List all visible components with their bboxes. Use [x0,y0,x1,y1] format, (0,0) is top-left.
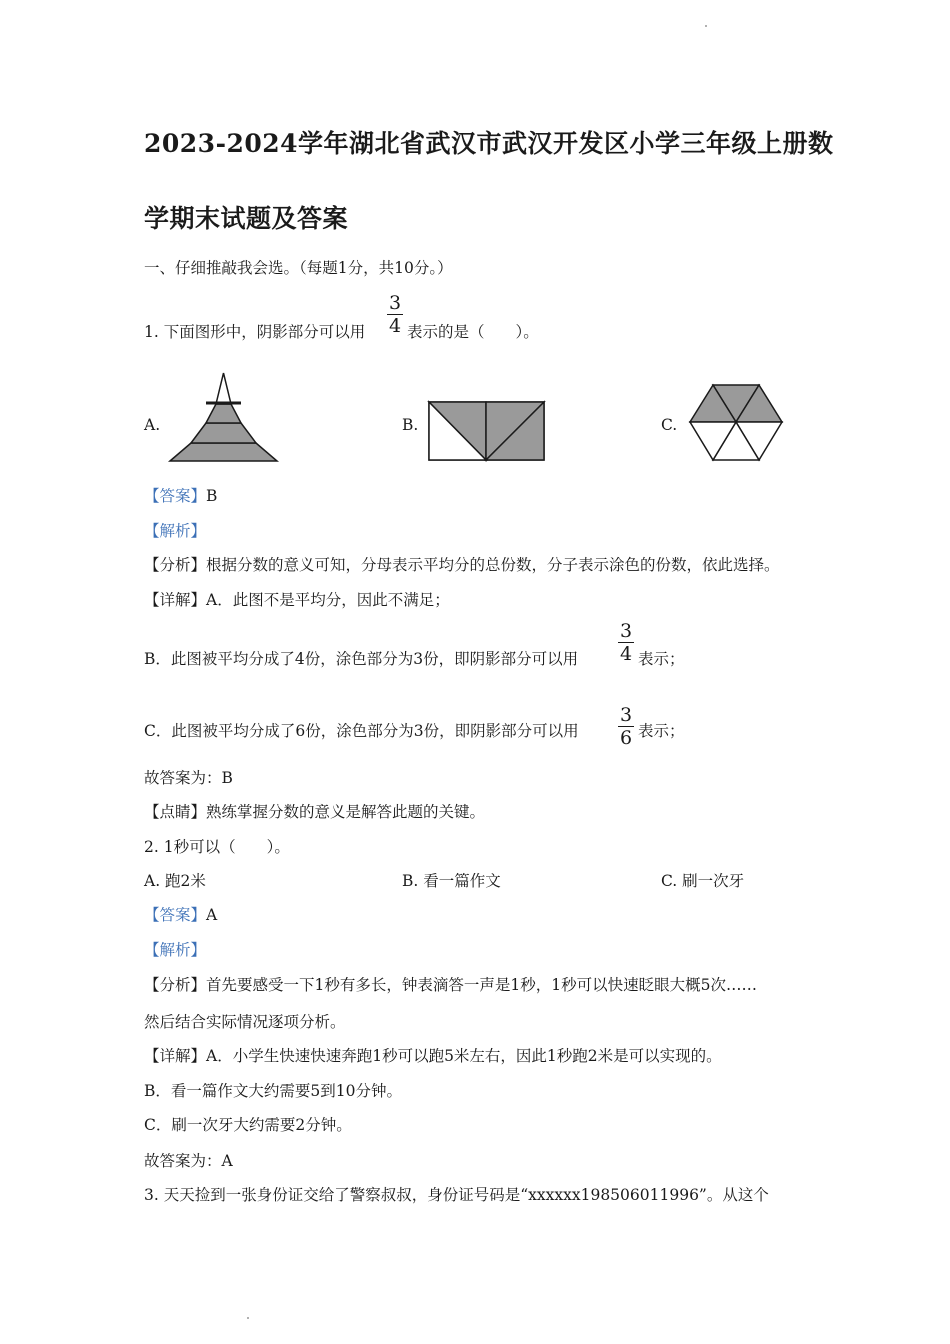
q1-xiangjie [144,590,450,610]
q1-stem-fraction [387,293,403,336]
q1-line-c-part2: 表示； [638,722,685,740]
fenxi-text: 根据分数的意义可知，分母表示平均分的总份数，分子表示涂色的份数，依此选择。 [206,556,780,574]
dianjing-text: 熟练掌握分数的意义是解答此题的关键。 [206,803,486,821]
q1-analysis-tag: 【解析】 [144,522,207,540]
q1-line-c-part1: C．此图被平均分成了6份，涂色部分为3份，即阴影部分可以用 [144,722,579,740]
xiangjie-tag: 【详解】 [144,591,207,609]
answer-tag: 【答案】 [144,487,207,505]
xiangjie-tag: 【详解】 [144,1047,207,1065]
q2-option-a: A. 跑2米 [144,872,206,890]
fraction-denominator: 4 [619,643,633,665]
q2-fenxi-continued: 然后结合实际情况逐项分析。 [144,1013,346,1031]
q1-fenxi [144,555,780,575]
q1-line-c-fraction [618,705,634,748]
q1-option-a-label: A. [144,416,161,434]
page-mark-top [705,25,707,27]
fenxi-tag: 【分析】 [144,976,207,994]
fenxi-tag: 【分析】 [144,556,207,574]
q1-dianjing [144,802,485,822]
q2-conclusion: 故答案为：A [144,1152,233,1170]
triangle-layer-3 [191,423,256,443]
q2-option-c: C. 刷一次牙 [661,872,745,890]
q2-answer [144,905,217,925]
q1-stem-part1: 1. 下面图形中，阴影部分可以用 [144,323,366,341]
q2-stem: 2. 1秒可以（ ）。 [144,838,290,856]
triangle-figure [168,372,280,464]
fenxi-text: 首先要感受一下1秒有多长，钟表滴答一声是1秒，1秒可以快速眨眼大概5次…… [206,976,757,994]
q2-xiangjie [144,1046,722,1066]
q1-line-b-fraction [618,621,634,664]
xiangjie-text: A．小学生快速快速奔跑1秒可以跑5米左右，因此1秒跑2米是可以实现的。 [206,1047,722,1065]
fraction-numerator: 3 [619,704,633,726]
q1-option-b-label: B. [402,416,419,434]
triangle-layer-2 [206,404,241,423]
answer-value: B [206,487,218,505]
fraction-numerator: 3 [619,620,633,642]
q2-analysis-tag: 【解析】 [144,941,207,959]
section-heading: 一、仔细推敲我会选。（每题1分，共10分。） [144,259,453,277]
answer-tag: 【答案】 [144,906,207,924]
rectangle-figure [428,401,546,463]
fraction-numerator: 3 [388,292,402,314]
triangle-layer-4 [170,443,277,461]
hexagon-figure [685,384,787,464]
answer-value: A [206,906,218,924]
q2-fenxi [144,975,757,995]
q1-option-c-label: C. [661,416,678,434]
q2-line-c: C．刷一次牙大约需要2分钟。 [144,1116,352,1134]
xiangjie-text: A．此图不是平均分，因此不满足； [206,591,450,609]
q1-stem-part2: 表示的是（ ）。 [407,323,539,341]
dianjing-tag: 【点睛】 [144,803,207,821]
page-mark-bottom [247,1317,249,1319]
q1-answer [144,486,217,506]
q1-line-b-part2: 表示； [638,650,685,668]
q2-option-b: B. 看一篇作文 [402,872,501,890]
page-title-line2: 学期末试题及答案 [144,204,349,233]
page-title-line1: 2023-2024学年湖北省武汉市武汉开发区小学三年级上册数 [144,129,834,158]
triangle-top-white [216,373,231,404]
q3-stem: 3. 天天捡到一张身份证交给了警察叔叔，身份证号码是“xxxxxx198506011996”。从这个 [144,1186,769,1204]
fraction-denominator: 6 [619,727,633,749]
fraction-denominator: 4 [388,315,402,337]
q2-line-b: B．看一篇作文大约需要5到10分钟。 [144,1082,402,1100]
q1-line-b-part1: B．此图被平均分成了4份，涂色部分为3份，即阴影部分可以用 [144,650,579,668]
q1-conclusion: 故答案为：B [144,769,233,787]
